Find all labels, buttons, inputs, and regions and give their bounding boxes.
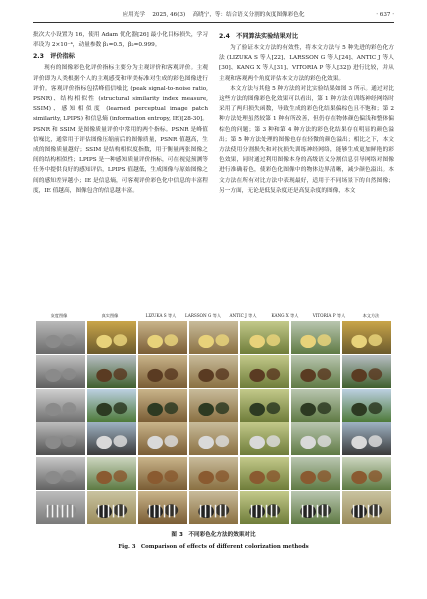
page-header [33,9,394,21]
paragraph: 批次大小设置为 16，使用 Adam 优化器[26] 最小化目标损失，学习率设为 2×10⁻⁴，动量参数 β₁=0.5，β₂=0.999。 [33,32,208,49]
figure-image-field-2 [138,389,187,422]
figure-image-flowers-3 [189,321,238,354]
figure-image-cows-3 [189,457,238,490]
paragraph: 现有的图像彩色化评价指标主要分为主观评价和客观评价。主观评价即为人类根据个人的主观感受和审美标准对生成的彩色图像进行评价。客观评价指标包括峰值信噪比 (peak signal-to-noise ratio, PSNR)、结构相似性 (structural similarity index measure, SSIM)、感知相似度 (learned perceptual image patch similarity, LPIPS) 和信息熵 (information entropy, IE)[28-30]。PSNR 和 SSIM 是图像质量评价中常用的两个指标。PSNR 是峰值信噪比，通常用于评估图像压缩前后的图像质量，PSNR 值越高，生成的图像质量越好；SSIM 是结构相似度指数，用于衡量两张图像之间的结构相似性；LPIPS 是一种感知质量评价指标，可在视觉预测等任务中提供良好的感知评估，LPIPS 值越低，生成图像与原始图像之间的感知差异越小；IE 是信息熵，可客观评价彩色化中信息的丰富程度，IE 值越高，图像包含的信息越丰富。 [33,65,208,194]
figure-image-grid [35,321,392,524]
figure-image-flowers-6 [342,321,391,354]
figure-image-zebras-3 [189,491,238,524]
figure-image-bus-3 [189,422,238,455]
figure-image-field-3 [189,389,238,422]
figure-image-zebras-1 [87,491,136,524]
figure-image-horses-3 [189,355,238,388]
section-title-2-3: 2.3 评价指标 [33,53,75,61]
figure-image-zebras-6 [342,491,391,524]
figure-image-cows-1 [87,457,136,490]
section-title-2-4: 2.4 不同算法实验结果对比 [219,33,299,40]
figure-image-flowers-1 [87,321,136,354]
figure-column-header: 灰度图像 [50,313,68,318]
figure-image-horses-4 [240,355,289,388]
figure-image-horses-2 [138,355,187,388]
page-number: · 637 · [376,12,394,18]
figure-image-field-0 [36,389,85,422]
figure-image-flowers-2 [138,321,187,354]
figure-image-zebras-4 [240,491,289,524]
figure-column-header: LIZUKA S 等人 [145,313,177,318]
figure-column-header: 本文方法 [362,313,380,318]
figure-caption-cn: 图 3 不同彩色化方法的效果对比 [171,532,256,538]
figure-image-zebras-5 [291,491,340,524]
figure-image-cows-4 [240,457,289,490]
header-rule [33,22,394,23]
figure-image-cows-6 [342,457,391,490]
figure-image-field-1 [87,389,136,422]
figure-image-bus-0 [36,422,85,455]
figure-image-cows-5 [291,457,340,490]
figure-image-cows-2 [138,457,187,490]
left-column [33,30,208,196]
figure-image-field-6 [342,389,391,422]
figure-image-horses-6 [342,355,391,388]
figure-image-bus-4 [240,422,289,455]
figure-image-horses-5 [291,355,340,388]
paragraph: 为了验证本文方法的有效性，将本文方法与 5 种先进的彩色化方法 (LIZUKA S 等人[22]、LARSSON G 等人[24]、ANTIC J 等人[30]、KANG X 等人[31]、VITORIA P 等人[32]) 进行比较，并从主观和客观两个角度评估本文方法的彩色化效果。 [219,45,394,82]
figure-column-header: VITORIA P 等人 [312,313,346,318]
figure-image-cows-0 [36,457,85,490]
running-header: 应用光学 2025, 46(3) 高晓宁，等：结合语义分割的灰度图像彩色化 [122,12,305,18]
figure-image-horses-0 [36,355,85,388]
figure-image-bus-1 [87,422,136,455]
figure-column-header: ANTIC J 等人 [229,313,257,318]
figure-column-header: 真实图像 [101,313,119,318]
figure-image-bus-6 [342,422,391,455]
paragraph: 本文方法与其他 5 种方法的对比实验结果如图 3 所示。通过对比这些方法的图像彩色化效果可以看出，第 1 种方法在训练神经网络时采用了两归损失函数，导致生成的彩色化结果偏棕色且不饱和；第 2 种方法处理虽然较第 1 种有所改善，但仍存在物体颜色偏浅和整体偏棕色的问题；第 3 种和第 4 种方法的彩色化结果存在明显的颜色溢出；第 5 种方法处理的图像也存在轻微的颜色溢出；相比之下，本文方法使用分割损失和对抗损失训练神经网络，能够生成更加鲜艳的彩色效果，同时通过利用图像本身的高级语义分割信息引导网络对图像进行准确着色，使彩色化图像中的物体边界清晰，减少颜色溢出。本文方法在所有对比方法中表现最好，适用于不同场景下的自然图像；另一方面，无论是低复杂度还是高复杂度的图像，本文 [219,85,394,194]
figure-caption-en: Fig. 3 Comparison of effects of different colorization methods [118,544,309,550]
figure-image-zebras-2 [138,491,187,524]
figure-image-field-4 [240,389,289,422]
figure-3 [33,312,394,524]
figure-image-bus-2 [138,422,187,455]
figure-image-field-5 [291,389,340,422]
right-column [219,30,394,196]
figure-image-flowers-0 [36,321,85,354]
figure-column-header: KANG X 等人 [271,313,299,318]
figure-image-flowers-5 [291,321,340,354]
figure-image-flowers-4 [240,321,289,354]
figure-image-zebras-0 [36,491,85,524]
figure-image-horses-1 [87,355,136,388]
figure-image-bus-5 [291,422,340,455]
figure-column-header: LARSSON G 等人 [184,313,222,318]
